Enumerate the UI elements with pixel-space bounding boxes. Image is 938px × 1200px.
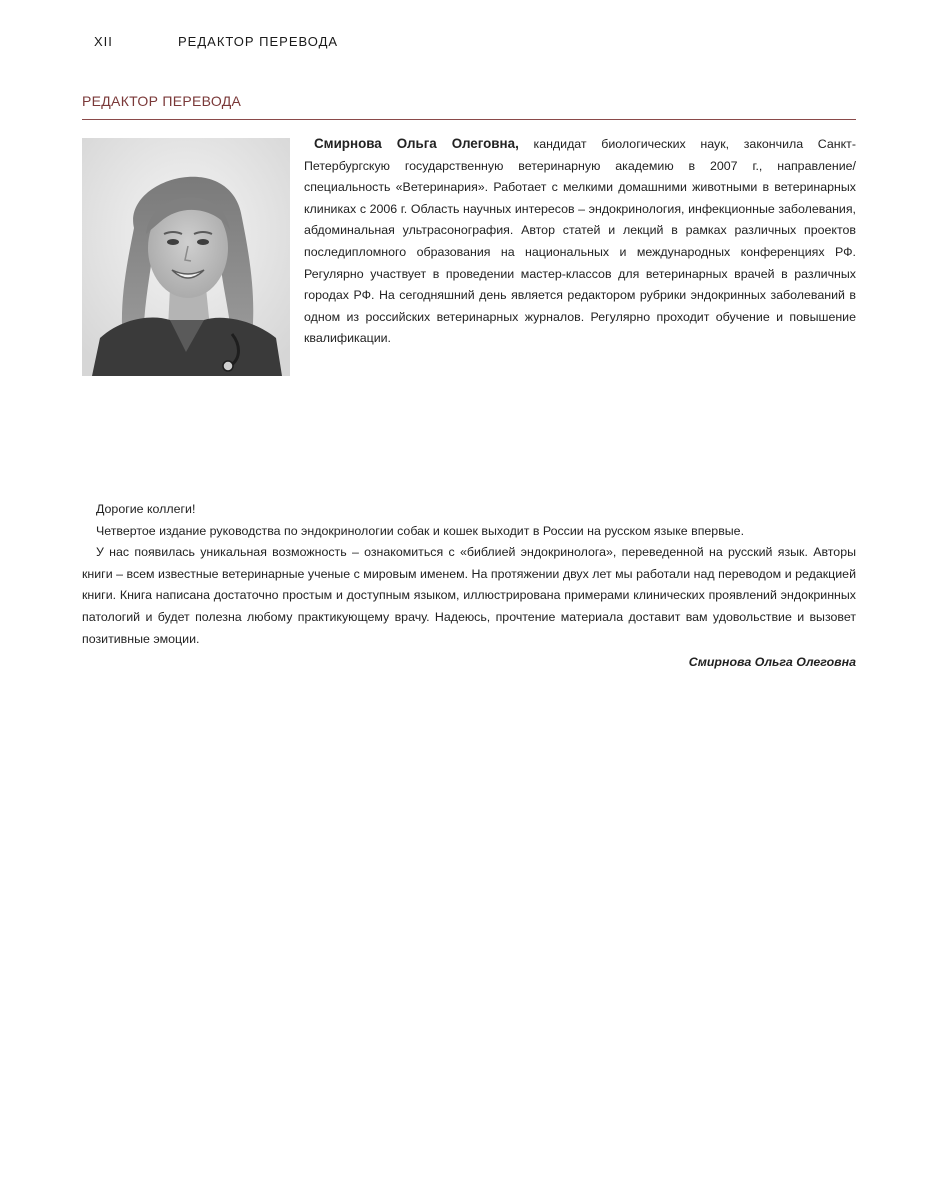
editor-portrait-photo: [82, 138, 290, 376]
editor-bio-text: кандидат биологических наук, закончила Санкт-Петербургскую государственную ветеринарную академию в 2007 г., направление/специальность «Ветеринария». Работает с мелкими домашними животными в ветеринарных клиниках с 2006 г. Область научных интересов – эндокринология, инфекционные заболевания, абдоминальная ультрасонография. Автор статей и лекций в рамках различных проектов последипломного образования на национальных и международных конференциях РФ. Регулярно участвует в проведении мастер-классов для ветеринарных врачей в различных городах РФ. На сегодняшний день является редактором рубрики эндокринных заболеваний в одном из российских ветеринарных журналов. Регулярно проходит обучение и повышение квалификации.: [304, 137, 856, 346]
running-head: [94, 34, 338, 49]
editor-name: Смирнова Ольга Олеговна,: [314, 136, 519, 151]
letter-paragraph-2: У нас появилась уникальная возможность – ознакомиться с «библией эндокринолога», переведенной на русский язык. Авторы книги – всем известные ветеринарные ученые с мировым именем. На протяжении двух лет мы работали над переводом и редакцией книги. Книга написана достаточно простым и доступным языком, иллюстрирована примерами клинических проявлений эндокринных патологий и будет полезна любому практикующему врачу. Надеюсь, прочтение материала доставит вам удовольствие и вызовет позитивные эмоции.: [82, 545, 856, 646]
running-title: РЕДАКТОР ПЕРЕВОДА: [178, 34, 339, 49]
page-number: XII: [94, 34, 113, 49]
editor-letter: [82, 499, 856, 674]
letter-signature: Смирнова Ольга Олеговна: [688, 655, 856, 670]
letter-greeting: Дорогие коллеги!: [96, 502, 196, 516]
section-title: РЕДАКТОР ПЕРЕВОДА: [82, 93, 242, 109]
portrait-image: [82, 138, 290, 376]
title-divider: [82, 119, 856, 120]
editor-bio: [304, 133, 856, 350]
letter-paragraph-1: Четвертое издание руководства по эндокринологии собак и кошек выходит в России на русском языке впервые.: [96, 523, 745, 538]
